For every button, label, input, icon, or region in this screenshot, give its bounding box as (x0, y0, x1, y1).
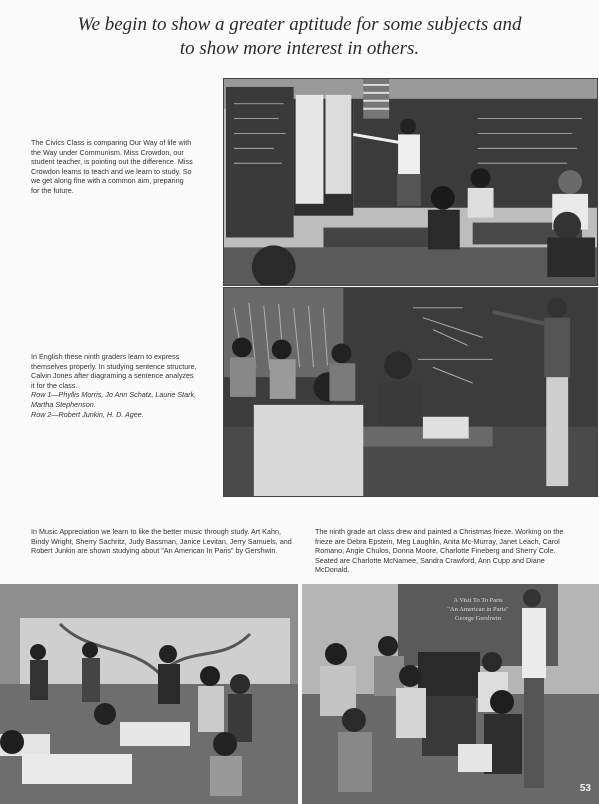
music-caption: In Music Appreciation we learn to like the better music through study. Art Kahn, Bindy Wright, Sherry Sachritz, Judy Bassman, Janice Levitan, Jerry Samuels, and Robert Junkin are shown studying about "An American In Paris" by Gershwin. (31, 527, 292, 556)
chalkboard-line-3: George Gershwin (455, 615, 501, 622)
art-caption: The ninth grade art class drew and painted a Christmas frieze. Working on the frieze are Debra Epstein, Meg Laughlin, Anita Mc-Murray, Janet Leach, Carol Romano, Angie Chulos, Donna Moore, Charlotte Fineberg and Sherry Cole. Seated are Charlotte McNamee, Sandra Crawford, Ann Cupp and Diane McDonald. (315, 527, 564, 575)
music-class-photo (302, 584, 599, 804)
page-heading-line-1: We begin to show a greater aptitude for some subjects and (77, 14, 522, 35)
page-heading-line-2: to show more interest in others. (179, 38, 420, 59)
art-class-photo (0, 584, 298, 804)
chalkboard-line-1: A Visit To To Paris (453, 597, 503, 604)
music-chalkboard-text (408, 596, 548, 623)
english-caption-row-2: Row 2—Robert Junkin, H. D. Agee. (31, 409, 144, 419)
civics-class-photo (223, 78, 598, 286)
english-class-photo (223, 287, 598, 497)
civics-caption: The Civics Class is comparing Our Way of life with the Way under Communism. Miss Crowdon, our student teacher, is pointing out the difference. Miss Crowdon learns to teach and we learn to study. So we get along fine with a common aim, preparing for the future. (31, 138, 193, 195)
english-caption (31, 352, 197, 419)
english-caption-intro: In English these ninth graders learn to express themselves properly. In studying sentence structure, Calvin Jones after diagraming a sentence analyzes it for the class. (31, 352, 197, 390)
chalkboard-line-2: "An American in Paris" (447, 606, 509, 613)
page-number: 53 (579, 783, 591, 794)
english-caption-row-1: Row 1—Phyllis Morris, Jo Ann Schatz, Laurie Stark, Martha Stephenson. (31, 390, 197, 409)
